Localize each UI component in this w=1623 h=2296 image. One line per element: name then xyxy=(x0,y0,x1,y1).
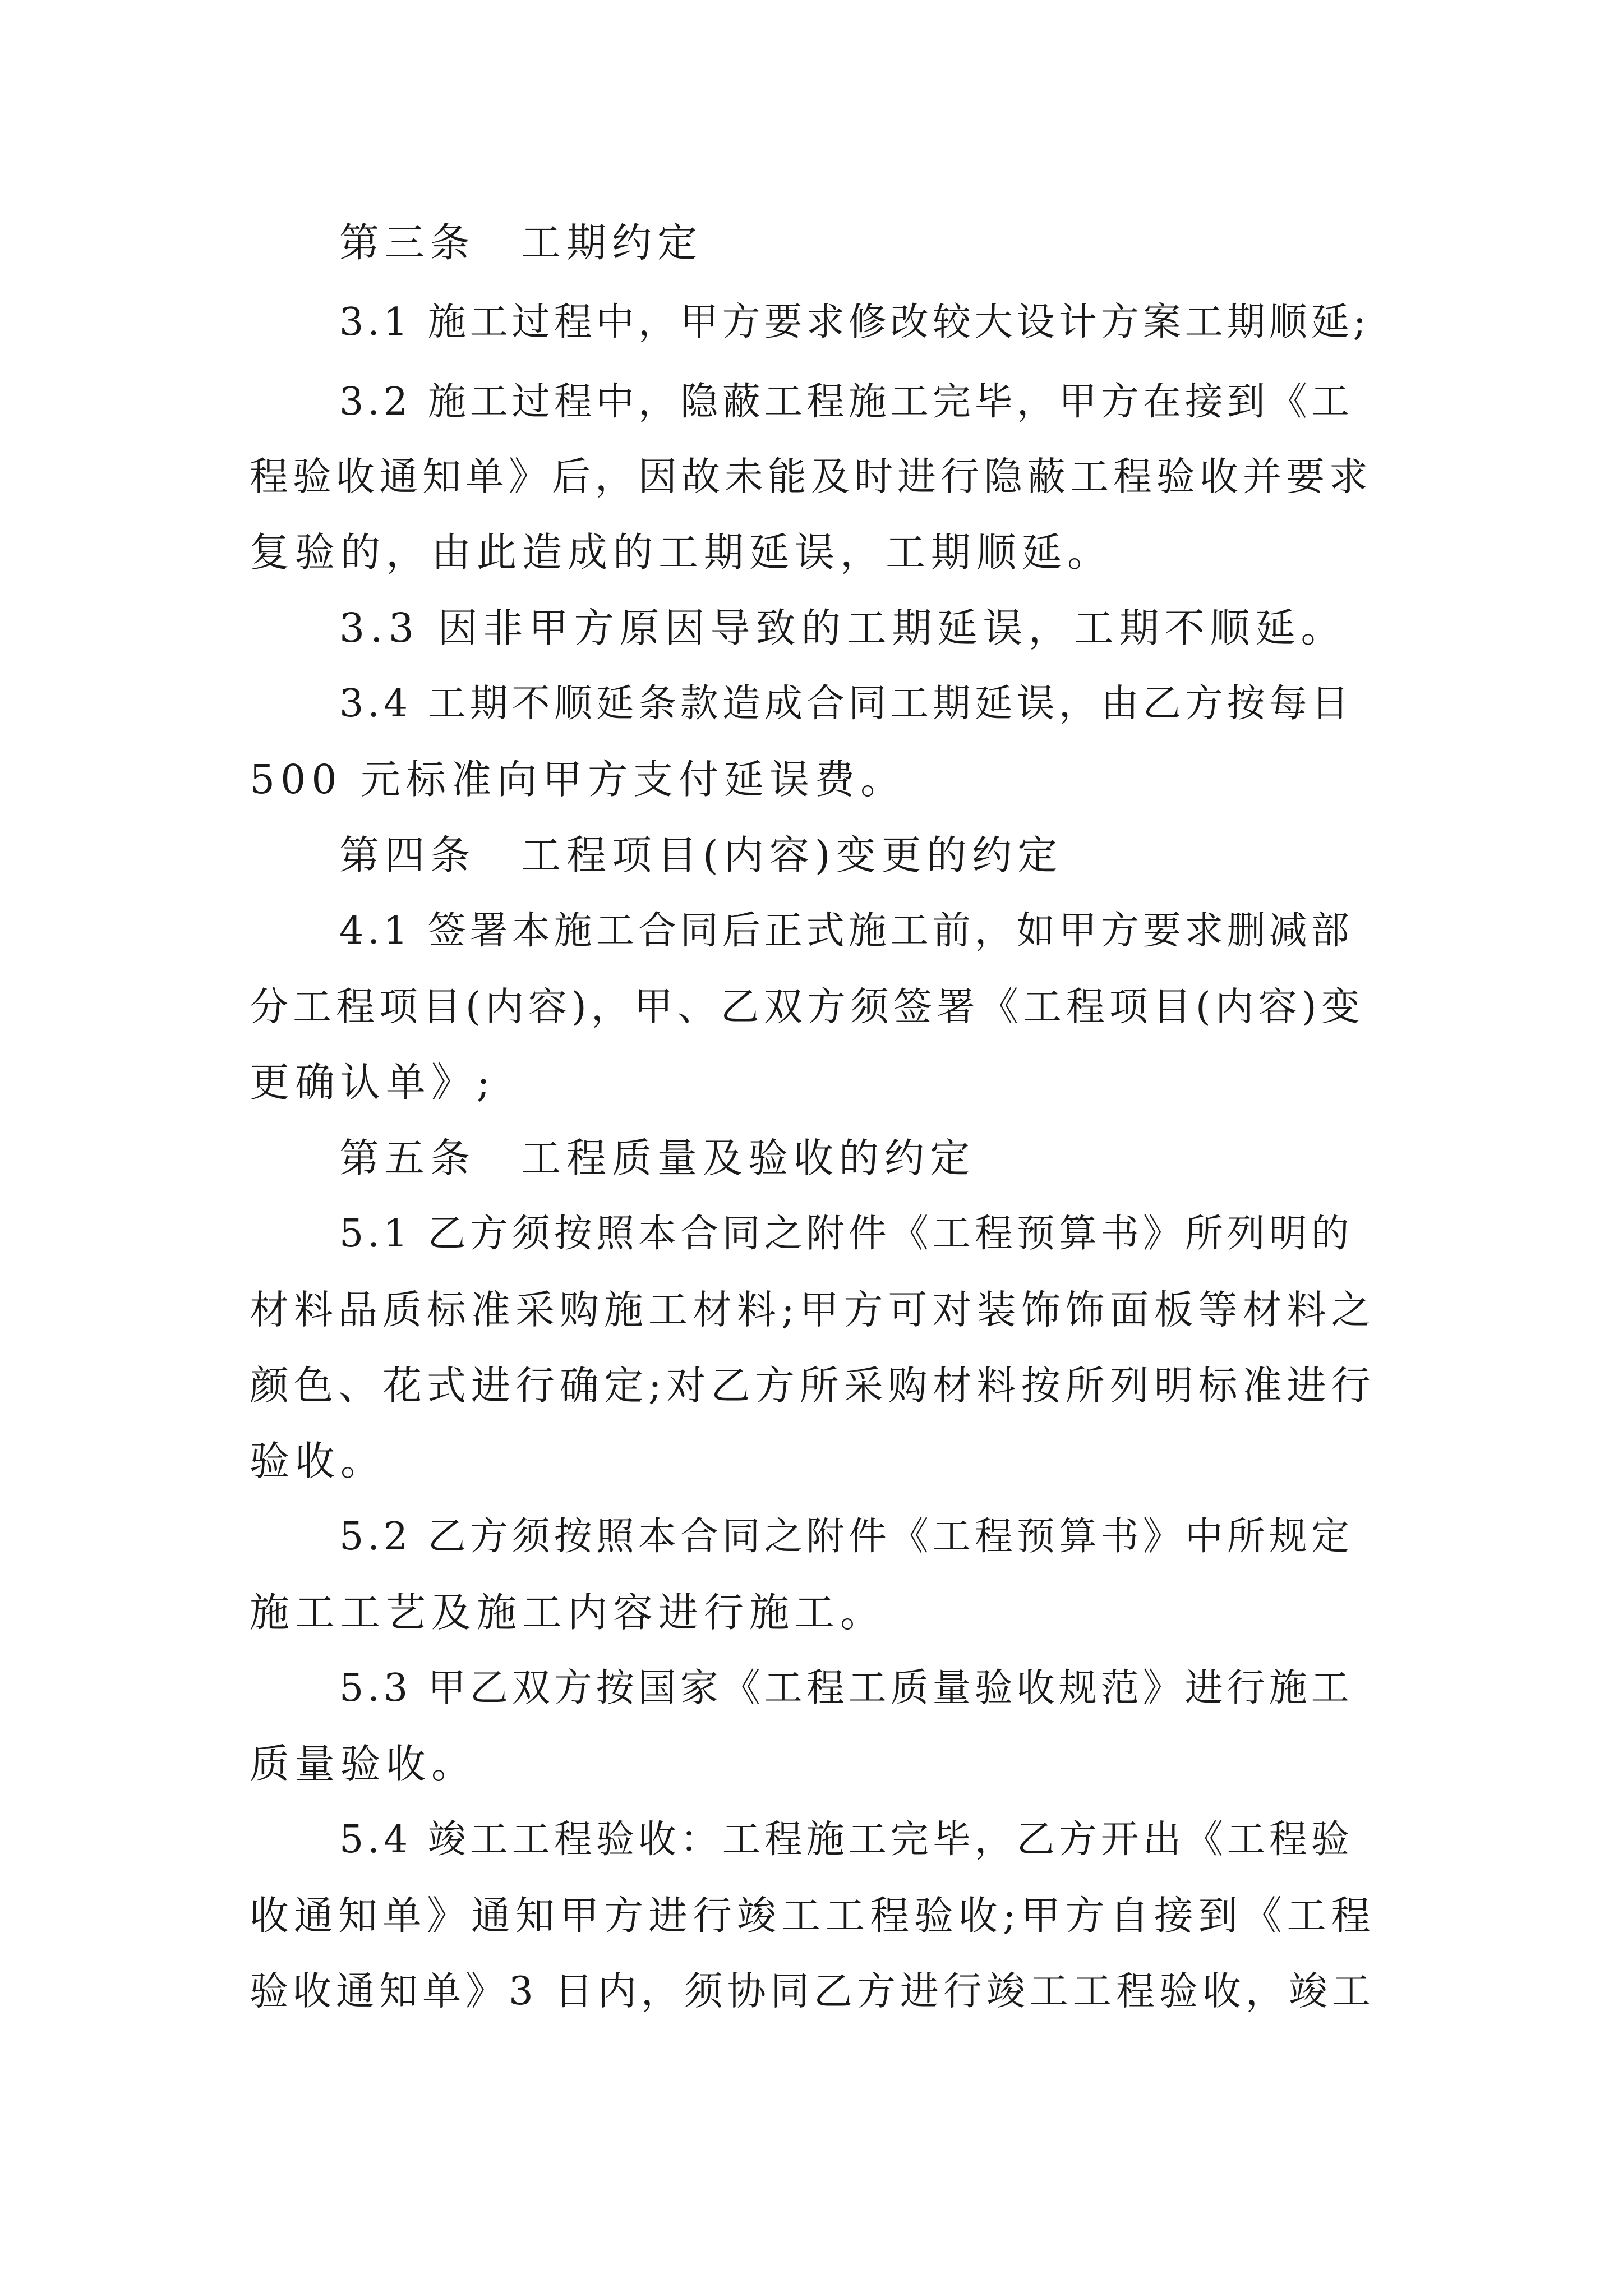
clause-5-4-line-1: 5.4 竣工工程验收：工程施工完毕，乙方开出《工程验 xyxy=(339,1818,1353,1862)
clause-4-1-line-2: 分工程项目(内容)，甲、乙双方须签署《工程项目(内容)变 xyxy=(250,984,1364,1029)
clause-3-4-line-2: 500 元标准向甲方支付延误费。 xyxy=(250,756,906,803)
heading-article-5: 第五条 工程质量及验收的约定 xyxy=(339,1135,976,1181)
clause-3-1: 3.1 施工过程中，甲方要求修改较大设计方案工期顺延; xyxy=(339,300,1370,344)
clause-3-2-line-1: 3.2 施工过程中，隐蔽工程施工完毕，甲方在接到《工 xyxy=(339,380,1353,424)
clause-5-3-line-2: 质量验收。 xyxy=(250,1741,477,1787)
clause-3-2-line-2: 程验收通知单》后，因故未能及时进行隐蔽工程验收并要求 xyxy=(250,454,1372,499)
clause-5-1-line-1: 5.1 乙方须按照本合同之附件《工程预算书》所列明的 xyxy=(339,1212,1353,1256)
clause-4-1-line-1: 4.1 签署本施工合同后正式施工前，如甲方要求删减部 xyxy=(339,909,1353,953)
heading-article-4: 第四条 工程项目(内容)变更的约定 xyxy=(339,832,1063,878)
clause-5-3-line-1: 5.3 甲乙双方按国家《工程工质量验收规范》进行施工 xyxy=(339,1666,1353,1710)
clause-3-2-line-3: 复验的，由此造成的工期延误，工期顺延。 xyxy=(250,529,1113,576)
clause-5-2-line-1: 5.2 乙方须按照本合同之附件《工程预算书》中所规定 xyxy=(339,1515,1353,1559)
clause-5-1-line-3: 颜色、花式进行确定;对乙方所采购材料按所列明标准进行 xyxy=(250,1363,1376,1409)
clause-3-4-line-1: 3.4 工期不顺延条款造成合同工期延误，由乙方按每日 xyxy=(339,682,1353,726)
heading-article-3: 第三条 工期约定 xyxy=(339,219,703,266)
clause-4-1-line-3: 更确认单》; xyxy=(250,1059,496,1106)
clause-3-3: 3.3 因非甲方原因导致的工期延误，工期不顺延。 xyxy=(339,605,1347,651)
clause-5-1-line-2: 材料品质标准采购施工材料;甲方可对装饰饰面板等材料之 xyxy=(250,1287,1376,1333)
clause-5-1-line-4: 验收。 xyxy=(250,1438,386,1484)
clause-5-2-line-2: 施工工艺及施工内容进行施工。 xyxy=(250,1589,886,1636)
clause-5-4-line-2: 收通知单》通知甲方进行竣工工程验收;甲方自接到《工程 xyxy=(250,1893,1376,1939)
clause-5-4-line-3: 验收通知单》3 日内，须协同乙方进行竣工工程验收，竣工 xyxy=(250,1969,1375,2014)
